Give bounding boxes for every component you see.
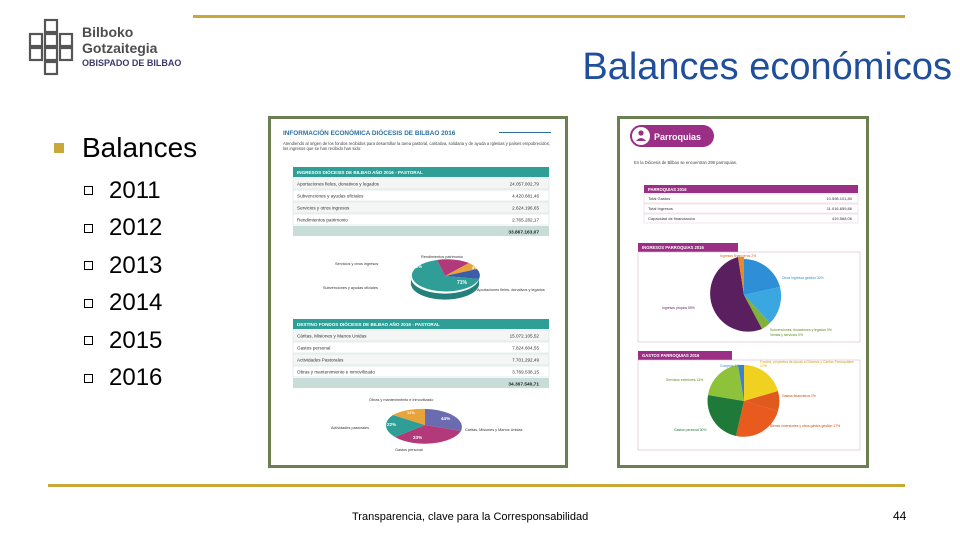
expense-row-value: 7.701.292,49: [512, 357, 539, 363]
pie-slice: [708, 365, 744, 401]
pie-label: Subvenciones y ayudas oficiales: [323, 286, 378, 290]
income-row-value: 4.420.681,46: [512, 193, 539, 199]
diocesis-report-image: [268, 116, 568, 468]
hollow-square-bullet-icon: [84, 186, 93, 195]
pie-label: Ventas y servicios 0%: [770, 333, 803, 337]
expense-row-label: Cáritas, Misiones y Manos Unidas: [297, 333, 367, 339]
income-row-value: 2.624.196,65: [512, 205, 539, 211]
footer-text: Transparencia, clave para la Corresponsabilidad: [352, 511, 589, 523]
report-heading: INFORMACIÓN ECONÓMICA DIÓCESIS DE BILBAO 2016: [283, 130, 456, 137]
pie-label: Aportaciones fieles, donativos y legados: [477, 288, 545, 292]
parroquias-row-label: Capacidad de financiación: [648, 216, 695, 221]
report-intro: En la Diócesis de Bilbao se encuentran 298 parroquias.: [634, 160, 738, 165]
hollow-square-bullet-icon: [84, 261, 93, 270]
income-row-label: Aportaciones fieles, donativos y legados: [297, 181, 379, 187]
report-intro: Atendiendo al origen de los fondos recibidos para desarrollar la tarea pastoral, caritativa, solidaria y de ayuda a Iglesias y países empobrecidos, los ingresos que se han recibido han sido:: [283, 141, 550, 152]
logo-line-2: Gotzaitegia: [82, 40, 158, 56]
income-total: 33.867.163,07: [508, 230, 539, 236]
pie-label: Gastos personal: [395, 448, 423, 452]
hollow-square-bullet-icon: [84, 374, 93, 383]
report-heading: Parroquias: [654, 132, 702, 142]
hollow-square-bullet-icon: [84, 224, 93, 233]
expense-row-label: Gastos personal: [297, 345, 331, 351]
income-header: INGRESOS DIÓCESIS DE BILBAO AÑO 2016 - PASTORAL: [297, 170, 423, 175]
pie-value-label: 71%: [457, 280, 468, 286]
pie-label: Bienes inversiones y otros gastos gestión 17%: [770, 424, 841, 428]
expense-row-value: 15.072.105,52: [509, 333, 539, 339]
pie-label: Ingresos propios 59%: [662, 306, 695, 310]
year-label: 2014: [109, 289, 163, 317]
pie-label: Subvenciones, donaciones y legados 9%: [770, 328, 832, 332]
expense-row-label: Actividades Pastorales: [297, 357, 344, 363]
pie-label: Gastos financieros 1%: [782, 394, 816, 398]
expense-header: DESTINO FONDOS DIÓCESIS DE BILBAO AÑO 2016 - PASTORAL: [297, 322, 440, 327]
bottom-rule: [48, 484, 905, 487]
expense-pie: [386, 409, 462, 444]
year-label: 2015: [109, 326, 163, 354]
pie-label: Servicios y otros ingresos: [335, 262, 379, 266]
parroquias-table-header: PARROQUIAS 2016: [648, 187, 687, 192]
income-row-label: Rendimientos patrimonio: [297, 217, 348, 223]
year-list: [84, 172, 197, 397]
income-row-label: Servicios y otros ingresos: [297, 205, 350, 211]
pie-label: Compras 1%: [720, 364, 740, 368]
parroquias-report-image: [617, 116, 869, 468]
pie-label: Rendimientos patrimonio: [421, 255, 463, 259]
pie-value-label: 44%: [441, 416, 451, 421]
top-rule: [193, 15, 905, 18]
parroquias-row-label: Total Gastos: [648, 196, 671, 201]
year-item: [84, 360, 197, 398]
pie-value-label: 22%: [387, 422, 397, 427]
bullet-main-label: Balances: [82, 132, 198, 163]
year-item: [84, 285, 197, 323]
year-item: [84, 210, 197, 248]
expense-row-value: 7.824.604,55: [512, 345, 539, 351]
logo-cross-icon: [26, 18, 78, 82]
year-item: [84, 247, 197, 285]
parroquias-row-value: 10.598.101,80: [826, 196, 852, 201]
logo-line-3: OBISPADO DE BILBAO: [82, 58, 182, 68]
year-label: 2016: [109, 364, 163, 392]
year-label: 2012: [109, 214, 163, 242]
expense-row-value: 3.769.538,15: [512, 369, 539, 375]
pie-value-label: 8%: [472, 265, 478, 270]
logo: [26, 18, 196, 82]
parroquias-row-value: 11.016.659,86: [826, 206, 852, 211]
expense-row-label: Obras y mantenimiento e inmovilizado: [297, 369, 375, 375]
parroquias-expense-header: GASTOS PARROQUIAS 2016: [642, 353, 700, 358]
pie-value-label: 23%: [413, 435, 423, 440]
pie-label: Ingresos financieros 2%: [720, 254, 757, 258]
square-bullet-icon: [54, 143, 64, 153]
pie-label: Otros ingresos gestión 30%: [782, 276, 824, 280]
income-row-value: 2.765.282,17: [512, 217, 539, 223]
parroquias-row-value: 419.568,06: [831, 216, 852, 221]
pie-label: Obras y mantenimiento e inmovilizado: [369, 398, 434, 402]
pie-value-label: 13%: [413, 264, 423, 269]
hollow-square-bullet-icon: [84, 336, 93, 345]
year-label: 2013: [109, 251, 163, 279]
parroquias-expense-pie: [708, 365, 780, 437]
parroquias-row-label: Total Ingresos: [648, 206, 673, 211]
pie-value-label: 11%: [407, 410, 415, 415]
bullet-main: [54, 132, 197, 164]
page-number: 44: [893, 509, 907, 523]
income-row-value: 24.057.002,79: [509, 181, 539, 187]
pie-label: Gastos personal 30%: [674, 428, 707, 432]
pie-label: Fondos, proyectos de ayuda a Diócesis y Cáritas Parroquiales 17%: [760, 360, 854, 368]
income-row-label: Subvenciones y ayudas oficiales: [297, 193, 364, 199]
year-item: [84, 322, 197, 360]
bullet-list: [54, 132, 197, 397]
hollow-square-bullet-icon: [84, 299, 93, 308]
parroquias-income-pie: [710, 257, 781, 332]
year-item: [84, 172, 197, 210]
parroquias-income-header: INGRESOS PARROQUIAS 2016: [642, 245, 704, 250]
logo-line-1: Bilboko: [82, 24, 134, 40]
pie-label: Servicios exteriores 13%: [666, 378, 704, 382]
pie-label: Actividades pastorales: [331, 426, 369, 430]
year-label: 2011: [109, 176, 161, 204]
pie-label: Cáritas, Misiones y Manos Unidas: [465, 428, 523, 432]
slide-title: Balances económicos: [582, 46, 952, 88]
expense-total: 34.367.540,71: [508, 382, 539, 388]
